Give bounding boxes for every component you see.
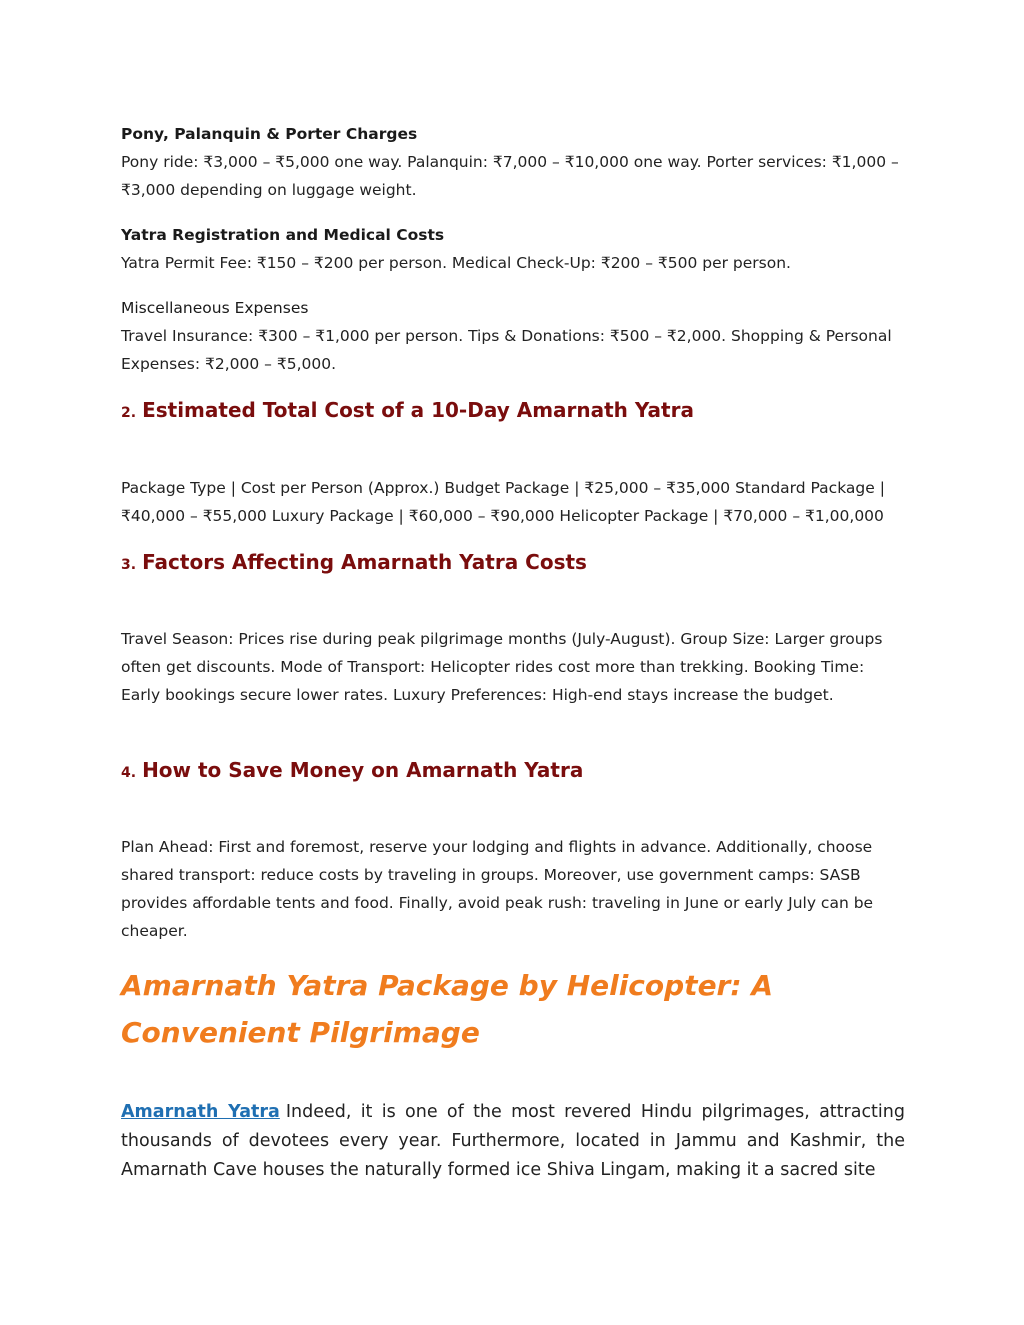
section-3-heading — [121, 550, 905, 574]
misc-body: Travel Insurance: ₹300 – ₹1,000 per person. Tips & Donations: ₹500 – ₹2,000. Shopping & Personal Expenses: ₹2,000 – ₹5,000. — [121, 327, 892, 373]
registration-section — [121, 221, 905, 277]
section-4-body-wrap — [121, 833, 905, 945]
section-2-title: Estimated Total Cost of a 10-Day Amarnath Yatra — [142, 398, 694, 422]
section-3-body: Travel Season: Prices rise during peak pilgrimage months (July-August). Group Size: Larger groups often get discounts. Mode of Transport: Helicopter rides cost more than trekking. Booking Time: Early bookings secure lower rates. Luxury Preferences: High-end stays increase the budget. — [121, 630, 883, 704]
misc-section — [121, 294, 905, 378]
section-2-body: Package Type | Cost per Person (Approx.) Budget Package | ₹25,000 – ₹35,000 Standard Package | ₹40,000 – ₹55,000 Luxury Package | ₹60,000 – ₹90,000 Helicopter Package | ₹70,000 – ₹1,00,000 — [121, 479, 885, 525]
section-3-body-wrap — [121, 625, 905, 709]
misc-heading: Miscellaneous Expenses — [121, 299, 309, 317]
helicopter-heading-wrap — [121, 962, 905, 1056]
helicopter-body: Indeed, it is one of the most revered Hindu pilgrimages, attracting thousands of devotees every year. Furthermore, located in Jammu and Kashmir, the Amarnath Cave houses the naturally formed ice Shiva Lingam, making it a sacred site — [121, 1102, 905, 1180]
section-2-body-wrap — [121, 474, 905, 530]
section-3-title: Factors Affecting Amarnath Yatra Costs — [142, 550, 587, 574]
pony-body: Pony ride: ₹3,000 – ₹5,000 one way. Palanquin: ₹7,000 – ₹10,000 one way. Porter services: ₹1,000 – ₹3,000 depending on luggage weight. — [121, 153, 899, 199]
section-4-heading — [121, 758, 905, 782]
section-2-heading — [121, 398, 905, 422]
helicopter-paragraph — [121, 1098, 905, 1185]
section-4-title: How to Save Money on Amarnath Yatra — [142, 758, 584, 782]
pony-heading: Pony, Palanquin & Porter Charges — [121, 125, 418, 143]
section-3-number: 3. — [121, 557, 137, 573]
section-4-body: Plan Ahead: First and foremost, reserve your lodging and flights in advance. Additionally, choose shared transport: reduce costs by traveling in groups. Moreover, use government camps: SASB provides affordable tents and food. Finally, avoid peak rush: traveling in June or early July can be cheaper. — [121, 838, 874, 940]
section-2-number: 2. — [121, 405, 137, 421]
helicopter-heading: Amarnath Yatra Package by Helicopter: A Convenient Pilgrimage — [121, 969, 773, 1049]
registration-body: Yatra Permit Fee: ₹150 – ₹200 per person. Medical Check-Up: ₹200 – ₹500 per person. — [121, 254, 791, 272]
helicopter-paragraph-wrap — [121, 1098, 905, 1185]
section-4-number: 4. — [121, 765, 137, 781]
pony-section — [121, 120, 905, 204]
amarnath-yatra-link[interactable]: Amarnath Yatra — [121, 1102, 280, 1122]
registration-heading: Yatra Registration and Medical Costs — [121, 226, 445, 244]
